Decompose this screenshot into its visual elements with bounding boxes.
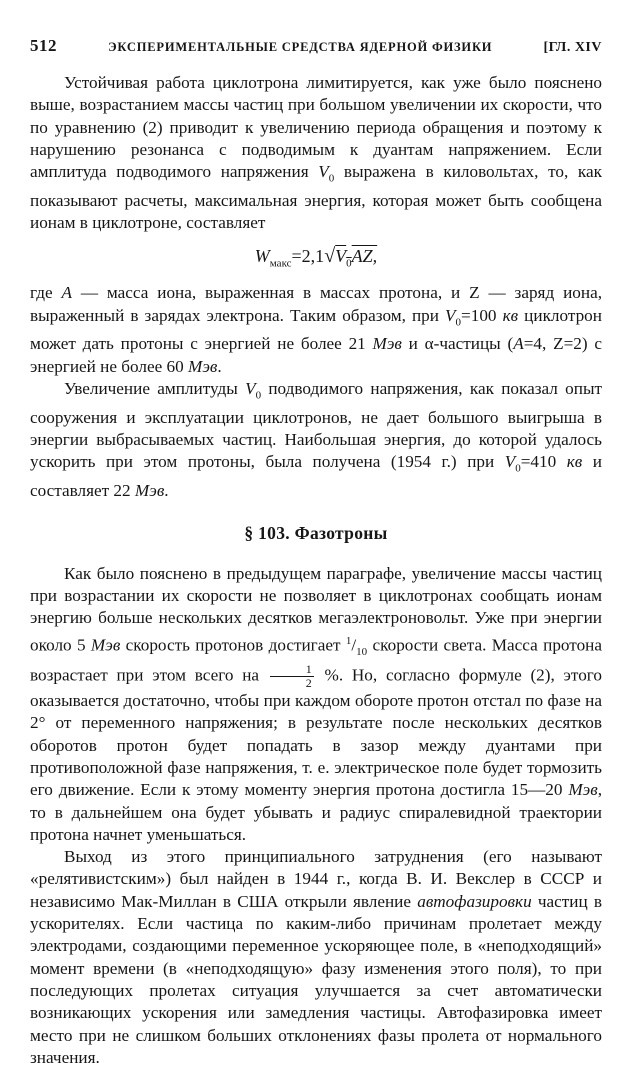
paragraph-amplitude: Увеличение амплитуды $V_0$ подводимого напряжения, как показал опыт сооружения и эксплуатации циклотронов, не дает большого выигрыша в энергии выбрасываемых частиц. Наибольшая энергия, до которой удалось ускорить при этом протоны, была получена (1954 г.) при $V_0=410$ кв и составляет 22 Мэв. [30, 379, 602, 501]
one-half-fraction: $\frac{1}{2}$ [270, 663, 314, 690]
square-root-sign: √ [324, 244, 336, 267]
page-body [30, 72, 602, 1069]
page-header [30, 36, 602, 56]
chapter-label: [ГЛ. XIV [543, 40, 602, 55]
term-autophasing: автофазировки [417, 891, 532, 911]
page-number: 512 [30, 36, 57, 55]
energy-formula: $W_{макс}=2,1√V_0AZ$, [254, 244, 378, 270]
running-title: ЭКСПЕРИМЕНТАЛЬНЫЕ СРЕДСТВА ЯДЕРНОЙ ФИЗИКИ [108, 40, 493, 54]
radicand: $V_0AZ$, [335, 245, 378, 270]
section-heading: § 103. Фазотроны [244, 523, 388, 544]
paragraph-phasotron-intro: Как было пояснено в предыдущем параграфе, увеличение массы частиц при возрастании их скорости не позволяет в циклотронах сообщать ионам энергию больше нескольких десятков мегаэлектроновольт. Уже при энергии около 5 Мэв скорость протонов достигает $^1/_{10}$ скорости света. Масса протона возрастает при этом всего на $\frac{1}{2}$ %. Но, согласно формуле (2), этого оказывается достаточно, чтобы при каждом обороте протон отстал по фазе на 2° от переменного напряжения; в результате после нескольких десятков оборотов протон будет попадать в зазор между дуантами при противоположной фазе напряжения, т. е. электрическое поле будет тормозить его движение. Если к этому моменту энергия протона достигла 15—20 Мэв, то в дальнейшем она будет убывать и радиус спиралевидной траектории протона начнет уменьшаться. [30, 563, 602, 844]
paragraph-autophasing: Выход из этого принципиального затруднения (его называют «релятивистским») был найден в 1944 г., когда В. И. Векслер в СССР и независимо Мак-Миллан в США открыли явление автофазировки частиц в ускорителях. Если частица по каким-либо причинам пролетает между электродами, создающими переменное ускоряющее поле, в «неподходящий» момент времени (в «неподходящую» фазу изменения этого поля), то при последующих пролетах ситуация улучшается за счет автоматически возникающих ускорения или замедления частицы. Автофазировка имеет место при не слишком больших отклонениях фазы пролета от нормального значения. [30, 847, 602, 1067]
paragraph-definitions: где A — масса иона, выраженная в массах протона, и Z — заряд иона, выраженный в зарядах электрона. Таким образом, при $V_0=100$ кв циклотрон может дать протоны с энергией не более 21 Мэв и α-частицы (A=4, Z=2) с энергией не более 60 Мэв. [30, 283, 602, 376]
paragraph-cyclotron-limit: Устойчивая работа циклотрона лимитируется, как уже было пояснено выше, возрастанием массы частиц при большом увеличении их скорости, что по уравнению (2) приводит к увеличению периода обращения и поэтому к нарушению резонанса с подводимым к дуантам напряжением. Если амплитуда подводимого напряжения $V_0$ выражена в киловольтах, то, как показывают расчеты, максимальная энергия, которая может быть сообщена ионам в циклотроне, составляет [30, 73, 602, 233]
